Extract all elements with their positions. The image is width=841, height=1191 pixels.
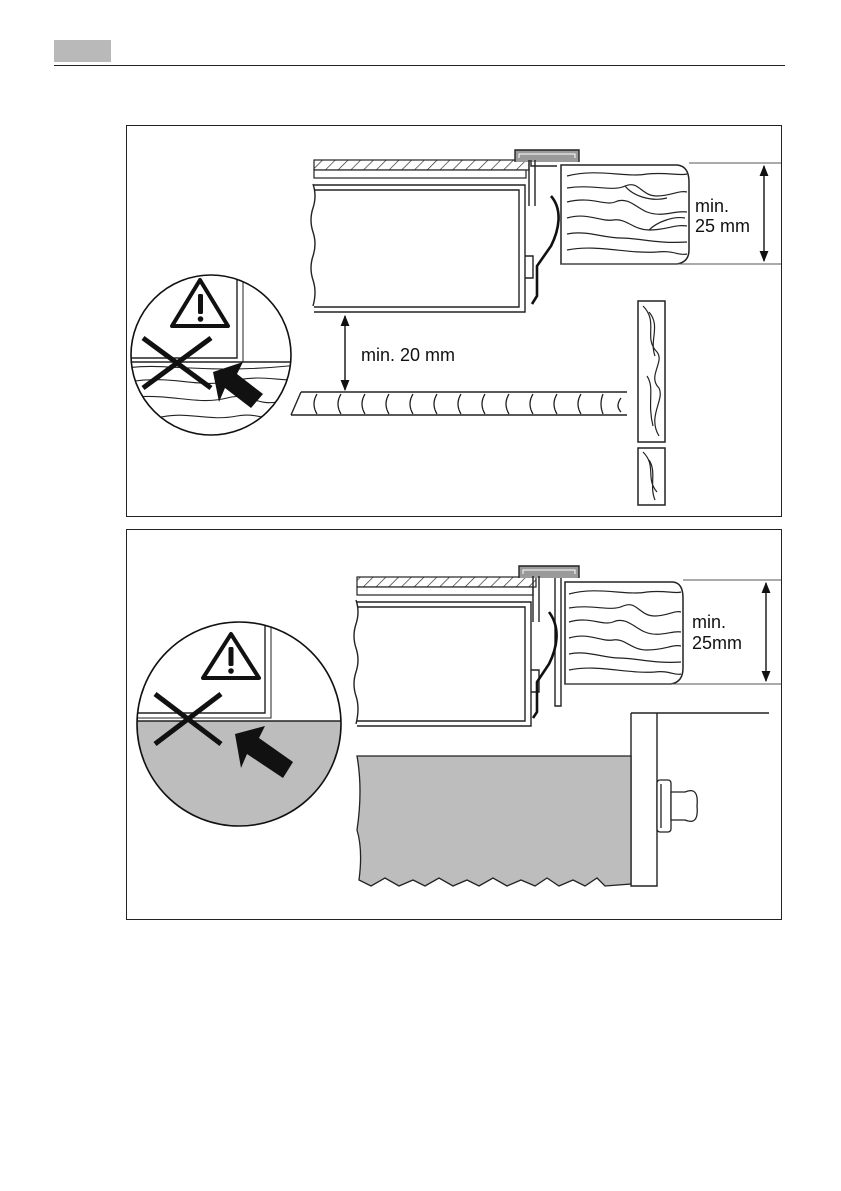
drawer-front xyxy=(357,713,769,886)
hob-glass-top xyxy=(357,577,536,595)
cabinet-side xyxy=(638,301,665,505)
height-label-line1: min. xyxy=(695,196,730,216)
figure-top-drawing xyxy=(127,126,781,516)
worktop-wood xyxy=(565,582,683,684)
fixing-clip xyxy=(533,612,557,718)
hob-body xyxy=(354,600,539,726)
header-tab xyxy=(54,40,111,62)
header-rule xyxy=(54,65,785,66)
detail-circle xyxy=(127,256,307,452)
detail-circle xyxy=(127,610,357,841)
lower-shelf xyxy=(291,392,627,415)
hob-glass-top xyxy=(314,160,529,178)
height-label-line2: 25mm xyxy=(692,633,743,653)
figure-bottom-panel xyxy=(126,529,782,920)
drawer-knob xyxy=(657,780,697,832)
height-label-line1: min. xyxy=(692,612,727,632)
figure-bottom-drawing xyxy=(127,530,781,919)
hob-body xyxy=(311,184,533,312)
fixing-clip xyxy=(532,196,559,304)
figure-top-panel xyxy=(126,125,782,517)
height-label-line2: 25 mm xyxy=(695,216,751,236)
gap-label: min. 20 mm xyxy=(361,345,456,365)
worktop-wood xyxy=(561,165,689,264)
